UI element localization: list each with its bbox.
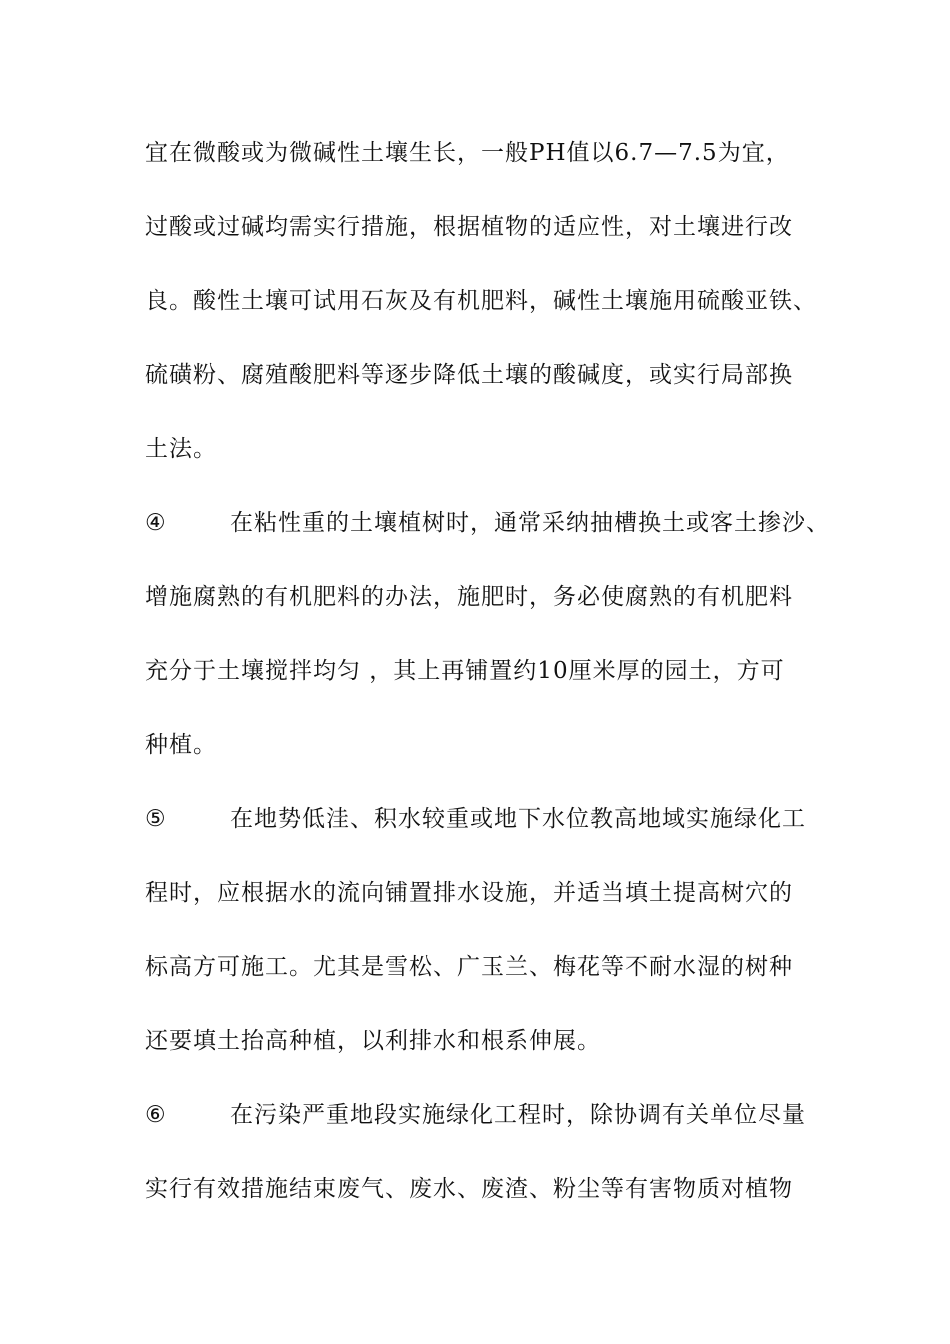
list-marker: ⑤ [145, 806, 167, 832]
list-item-line [145, 1099, 835, 1131]
paragraph-line: 良。酸性土壤可试用石灰及有机肥料，碱性土壤施用硫酸亚铁、 [145, 288, 817, 314]
paragraph-line: 硫磺粉、腐殖酸肥料等逐步降低土壤的酸碱度，或实行局部换 [145, 362, 793, 388]
paragraph-line: 宜在微酸或为微碱性土壤生长，一般PH值以6.7—7.5为宜， [145, 140, 790, 166]
list-marker: ④ [145, 510, 167, 536]
list-item-line: 程时，应根据水的流向铺置排水设施，并适当填土提高树穴的 [145, 880, 793, 906]
list-marker: ⑥ [145, 1102, 167, 1128]
list-item-line: 充分于土壤搅拌均匀 ，其上再铺置约10厘米厚的园土，方可 [145, 658, 785, 684]
list-item-text: 在污染严重地段实施绿化工程时，除协调有关单位尽量 [230, 1102, 806, 1128]
paragraph-line: 过酸或过碱均需实行措施，根据植物的适应性，对土壤进行改 [145, 214, 793, 240]
list-item-line: 增施腐熟的有机肥料的办法，施肥时，务必使腐熟的有机肥料 [145, 584, 793, 610]
list-item-text: 在粘性重的土壤植树时，通常采纳抽槽换土或客土掺沙、 [230, 510, 830, 536]
list-item-line: 标高方可施工。尤其是雪松、广玉兰、梅花等不耐水湿的树种 [145, 954, 793, 980]
list-item-line: 实行有效措施结束废气、废水、废渣、粉尘等有害物质对植物 [145, 1176, 793, 1202]
paragraph-line: 土法。 [145, 436, 217, 462]
list-item-text: 在地势低洼、积水较重或地下水位教高地域实施绿化工 [230, 806, 806, 832]
list-item-line: 种植。 [145, 732, 217, 758]
list-item-line [145, 507, 835, 539]
list-item-line [145, 803, 835, 835]
list-item-line: 还要填土抬高种植，以利排水和根系伸展。 [145, 1028, 601, 1054]
